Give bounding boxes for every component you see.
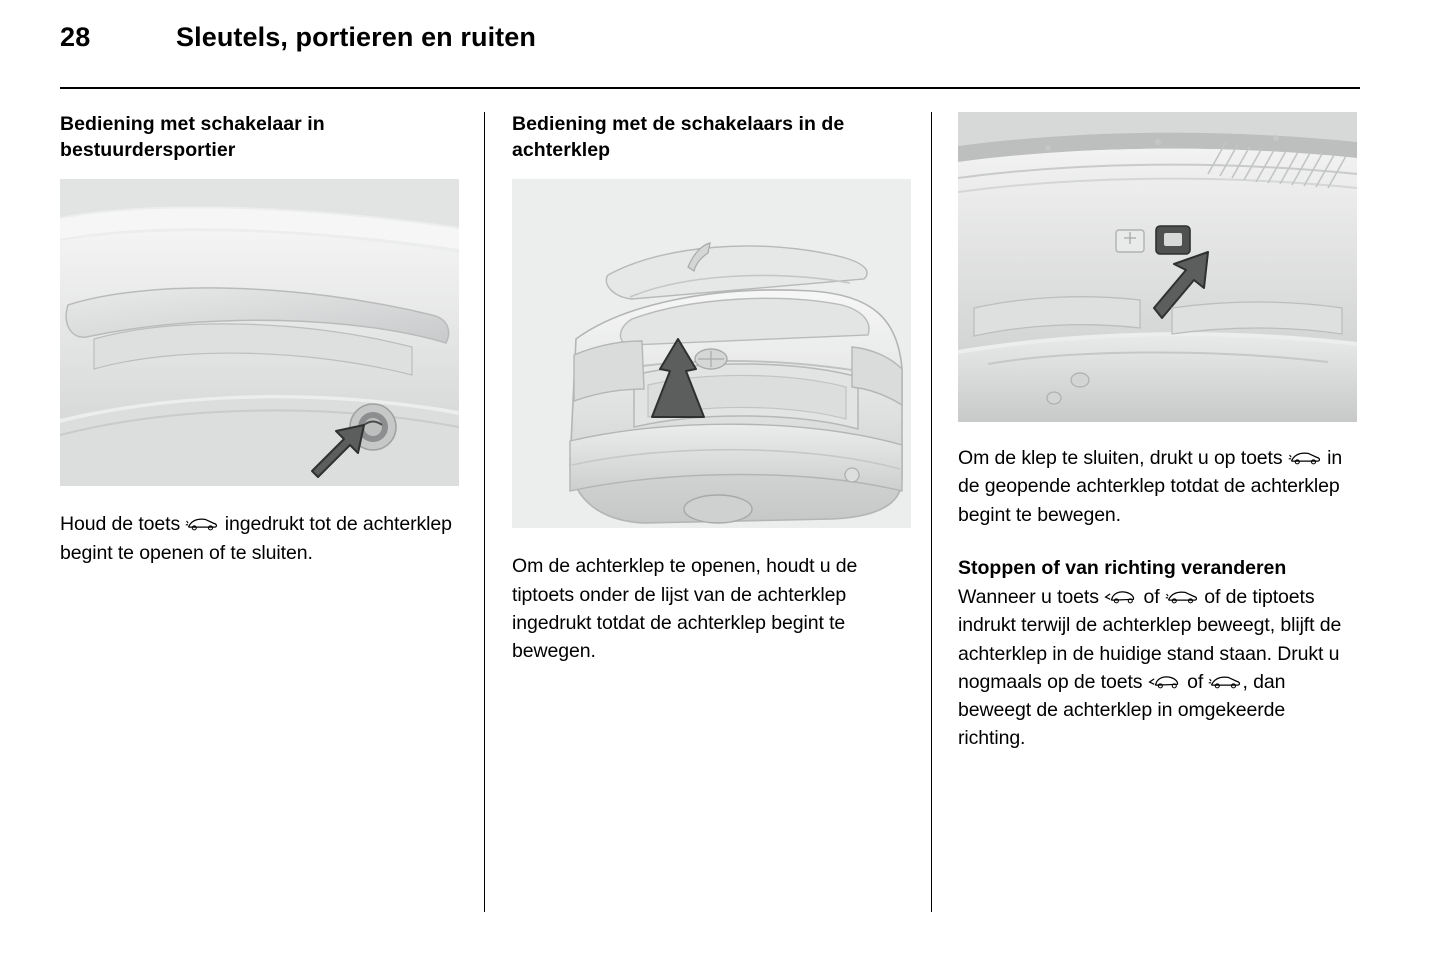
stop-text-1: Wanneer u toets <box>958 586 1105 609</box>
section-heading-tailgate-switches: Bediening met de schakelaars in de achterklep <box>512 113 845 161</box>
stop-text-3: of de tiptoets indrukt terwijl de achterklep beweegt, blijft de achterklep in de huidige stand staan. Drukt u nogmaals op de toets <box>958 586 1342 693</box>
page-number: 28 <box>60 22 91 52</box>
tailgate-open-instruction: Om de achterklep te openen, houdt u de tiptoets onder de lijst van de achterklep ingedrukt totdat de achterklep begint te bewegen. <box>512 555 858 663</box>
column-3 <box>958 112 1357 753</box>
tailgate-open-symbol-icon <box>1148 674 1182 690</box>
instruction-text-pre: Houd de toets <box>60 513 186 536</box>
close-instruction-pre: Om de klep te sluiten, drukt u op toets <box>958 447 1288 469</box>
section-heading-driver-door: Bediening met schakelaar in bestuurdersportier <box>60 113 325 161</box>
tailgate-close-symbol-icon <box>1208 674 1242 690</box>
column-1 <box>60 112 459 567</box>
page-header <box>60 22 1360 72</box>
stop-text-2: of <box>1138 586 1165 609</box>
chapter-title: Sleutels, portieren en ruiten <box>176 22 536 52</box>
instruction-text-post: ingedrukt tot de achterklep begint te openen of te sluiten. <box>60 513 452 564</box>
driver-door-instruction <box>60 510 459 567</box>
tailgate-close-symbol-icon <box>185 516 219 532</box>
stop-reverse-instruction <box>958 583 1357 753</box>
column-2 <box>512 112 911 666</box>
rear-tailgate-exterior-photo <box>512 179 911 528</box>
column-divider-2 <box>931 112 932 912</box>
close-instruction-post: in de geopende achterklep totdat de achterklep begint te bewegen. <box>958 447 1343 526</box>
stop-text-5: , dan beweegt de achterklep in omgekeerde richting. <box>958 670 1286 750</box>
tailgate-close-symbol-icon <box>1288 450 1322 466</box>
driver-door-switch-photo <box>60 179 459 486</box>
stop-text-4: of <box>1181 670 1209 693</box>
header-divider <box>60 87 1360 89</box>
tailgate-close-symbol-icon <box>1165 589 1199 605</box>
tailgate-open-symbol-icon <box>1104 589 1138 605</box>
tailgate-close-instruction <box>958 444 1357 529</box>
section-heading-stop-reverse: Stoppen of van richting veranderen <box>958 556 1287 579</box>
column-divider-1 <box>484 112 485 912</box>
tailgate-inner-button-photo <box>958 112 1357 422</box>
